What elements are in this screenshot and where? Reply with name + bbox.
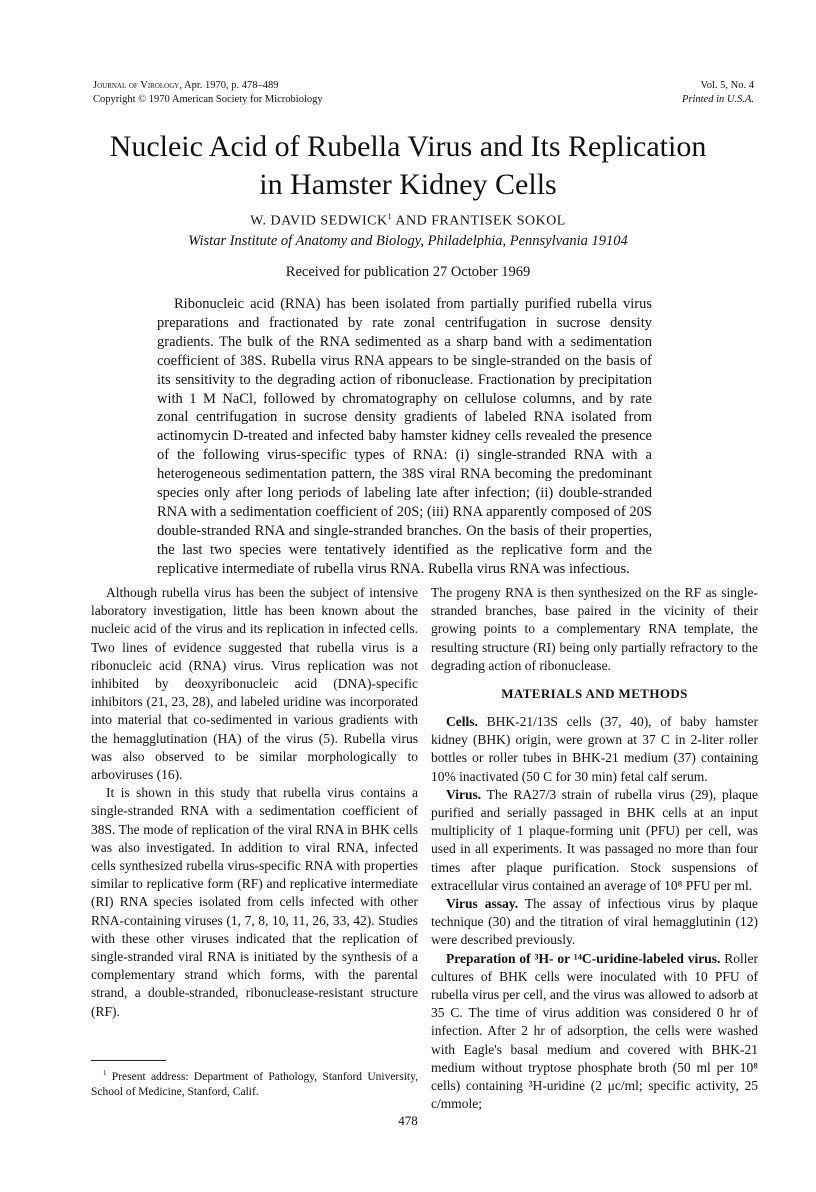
body-paragraph: Although rubella virus has been the subject of intensive laboratory investigation, little has been known about the nucleic acid of the virus and its replication in infected cells. Two lines of evidence suggested that rubella virus is a ribonucleic acid (RNA) virus. Virus replication was not inhibited by deoxyribonucleic acid (DNA)-specific inhibitors (21, 23, 28), and labeled uridine was incorporated into material that co-sedimented in various gradients with the hemagglutination (HA) of the virus (5). Rubella virus was also observed to be similar morphologically to arboviruses (16). [91, 585, 418, 783]
footnote-marker: 1 [103, 1069, 107, 1077]
body-paragraph: It is shown in this study that rubella virus contains a single-stranded RNA with a sedimentation coefficient of 38S. The mode of replication of the viral RNA in BHK cells was also investigated. In addition to viral RNA, infected cells synthesized rubella virus-specific RNA with properties similar to replicative form (RF) and replicative intermediate (RI) RNA species isolated from cells infected with other RNA-containing viruses (1, 7, 8, 10, 11, 26, 33, 42). Studies with these other viruses indicated that the replication of single-stranded viral RNA is initiated by the synthesis of a complementary strand which forms, with the parental strand, a double-stranded, ribonuclease-resistant structure (RF). [91, 785, 418, 1019]
body-paragraph: The progeny RNA is then synthesized on the RF as single-stranded branches, base paired in the vicinity of their growing points to a complementary RNA template, the resulting structure (RI) being only partially refractory to the degrading action of ribonuclease. [431, 585, 758, 673]
subsection-heading: Cells. [446, 714, 478, 730]
printed-in: Printed in U.S.A. [681, 94, 754, 105]
article-title-line-2: in Hamster Kidney Cells [259, 168, 557, 201]
footnote-divider [91, 1060, 166, 1061]
received-date: Received for publication 27 October 1969 [285, 264, 531, 280]
author-line [60, 208, 756, 231]
page-number: 478 [398, 1113, 418, 1128]
footnote-marker: 1 [387, 212, 393, 221]
author-name: FRANTISEK SOKOL [431, 213, 566, 229]
methods-paragraph: Virus assay. The assay of infectious virus by plaque technique (30) and the titration of viral hemagglutinin (12) were described previously. [431, 896, 759, 948]
author-name: W. DAVID SEDWICK [250, 213, 388, 229]
body-column-left [91, 584, 418, 1021]
methods-paragraph: Virus. The RA27/3 strain of rubella virus (29), plaque purified and serially passaged in BHK cells at an input multiplicity of 1 plaque-forming unit (PFU) per cell, was used in all experiments. It was passaged no more than four times after plaque purification. Stock suspensions of extracellular virus contained an average of 10⁸ PFU per ml. [431, 786, 758, 893]
affiliation: Wistar Institute of Anatomy and Biology, Philadelphia, Pennsylvania 19104 [188, 233, 628, 249]
methods-paragraph: Cells. BHK-21/13S cells (37, 40), of baby hamster kidney (BHK) origin, were grown at 37 C in 2-liter roller bottles or roller tubes in BHK-21 medium (37) containing 10% inactivated (50 C for 30 min) fetal calf serum. [431, 714, 758, 784]
methods-paragraph: Preparation of ³H- or ¹⁴C-uridine-labeled virus. Roller cultures of BHK cells were inoculated with 10 PFU of rubella virus per cell, and the virus was allowed to adsorb at 35 C. The time of virus addition was considered 0 hr of infection. After 2 hr of adsorption, the cells were washed with Eagle's basal medium and covered with BHK-21 medium without tryptose phosphate broth (50 ml per 10⁸ cells) containing ³H-uridine (2 μc/ml; specific activity, 25 c/mmole; [431, 950, 758, 1112]
subsection-heading: Virus. [446, 786, 482, 802]
footnote: $^1$ Present address: Department of Pathology, Stanford University, School of Medicine, Stanford, Calif. [91, 1069, 418, 1098]
section-heading: MATERIALS AND METHODS [501, 686, 688, 702]
subsection-heading: Preparation of ³H- or ¹⁴C-uridine-labeled virus. [446, 950, 721, 966]
abstract: Ribonucleic acid (RNA) has been isolated from partially purified rubella virus preparations and fractionated by rate zonal centrifugation in sucrose density gradients. The bulk of the RNA sedimented as a sharp band with a sedimentation coefficient of 38S. Rubella virus RNA appears to be single-stranded on the basis of its sensitivity to the degrading action of ribonuclease. Fractionation by precipitation with 1 M NaCl, followed by chromatography on cellulose columns, and by rate zonal centrifugation in sucrose density gradients of labeled RNA isolated from actinomycin D-treated and infected baby hamster kidney cells revealed the presence of the following virus-specific types of RNA: (i) single-stranded RNA with a heterogeneous sedimentation pattern, the 38S viral RNA becoming the predominant species only after long periods of labeling late after infection; (ii) double-stranded RNA with a sedimentation coefficient of 20S; (iii) RNA apparently composed of 20S double-stranded RNA and single-stranded branches. On the basis of their properties, the last two species were tentatively identified as the replicative form and the replicative intermediate of rubella virus RNA. Rubella virus RNA was infectious. [157, 296, 652, 577]
article-title-line-1: Nucleic Acid of Rubella Virus and Its Replication [109, 130, 707, 163]
journal-citation: Journal of Virology, Apr. 1970, p. 478–489 [93, 80, 279, 91]
volume-info: Vol. 5, No. 4 [700, 80, 754, 91]
article-title [60, 128, 756, 204]
subsection-heading: Virus assay. [446, 896, 519, 912]
masthead [93, 79, 754, 107]
author-conjunction: AND [392, 213, 432, 229]
body-column-right [431, 584, 758, 1113]
copyright-line: Copyright © 1970 American Society for Microbiology [93, 94, 323, 105]
